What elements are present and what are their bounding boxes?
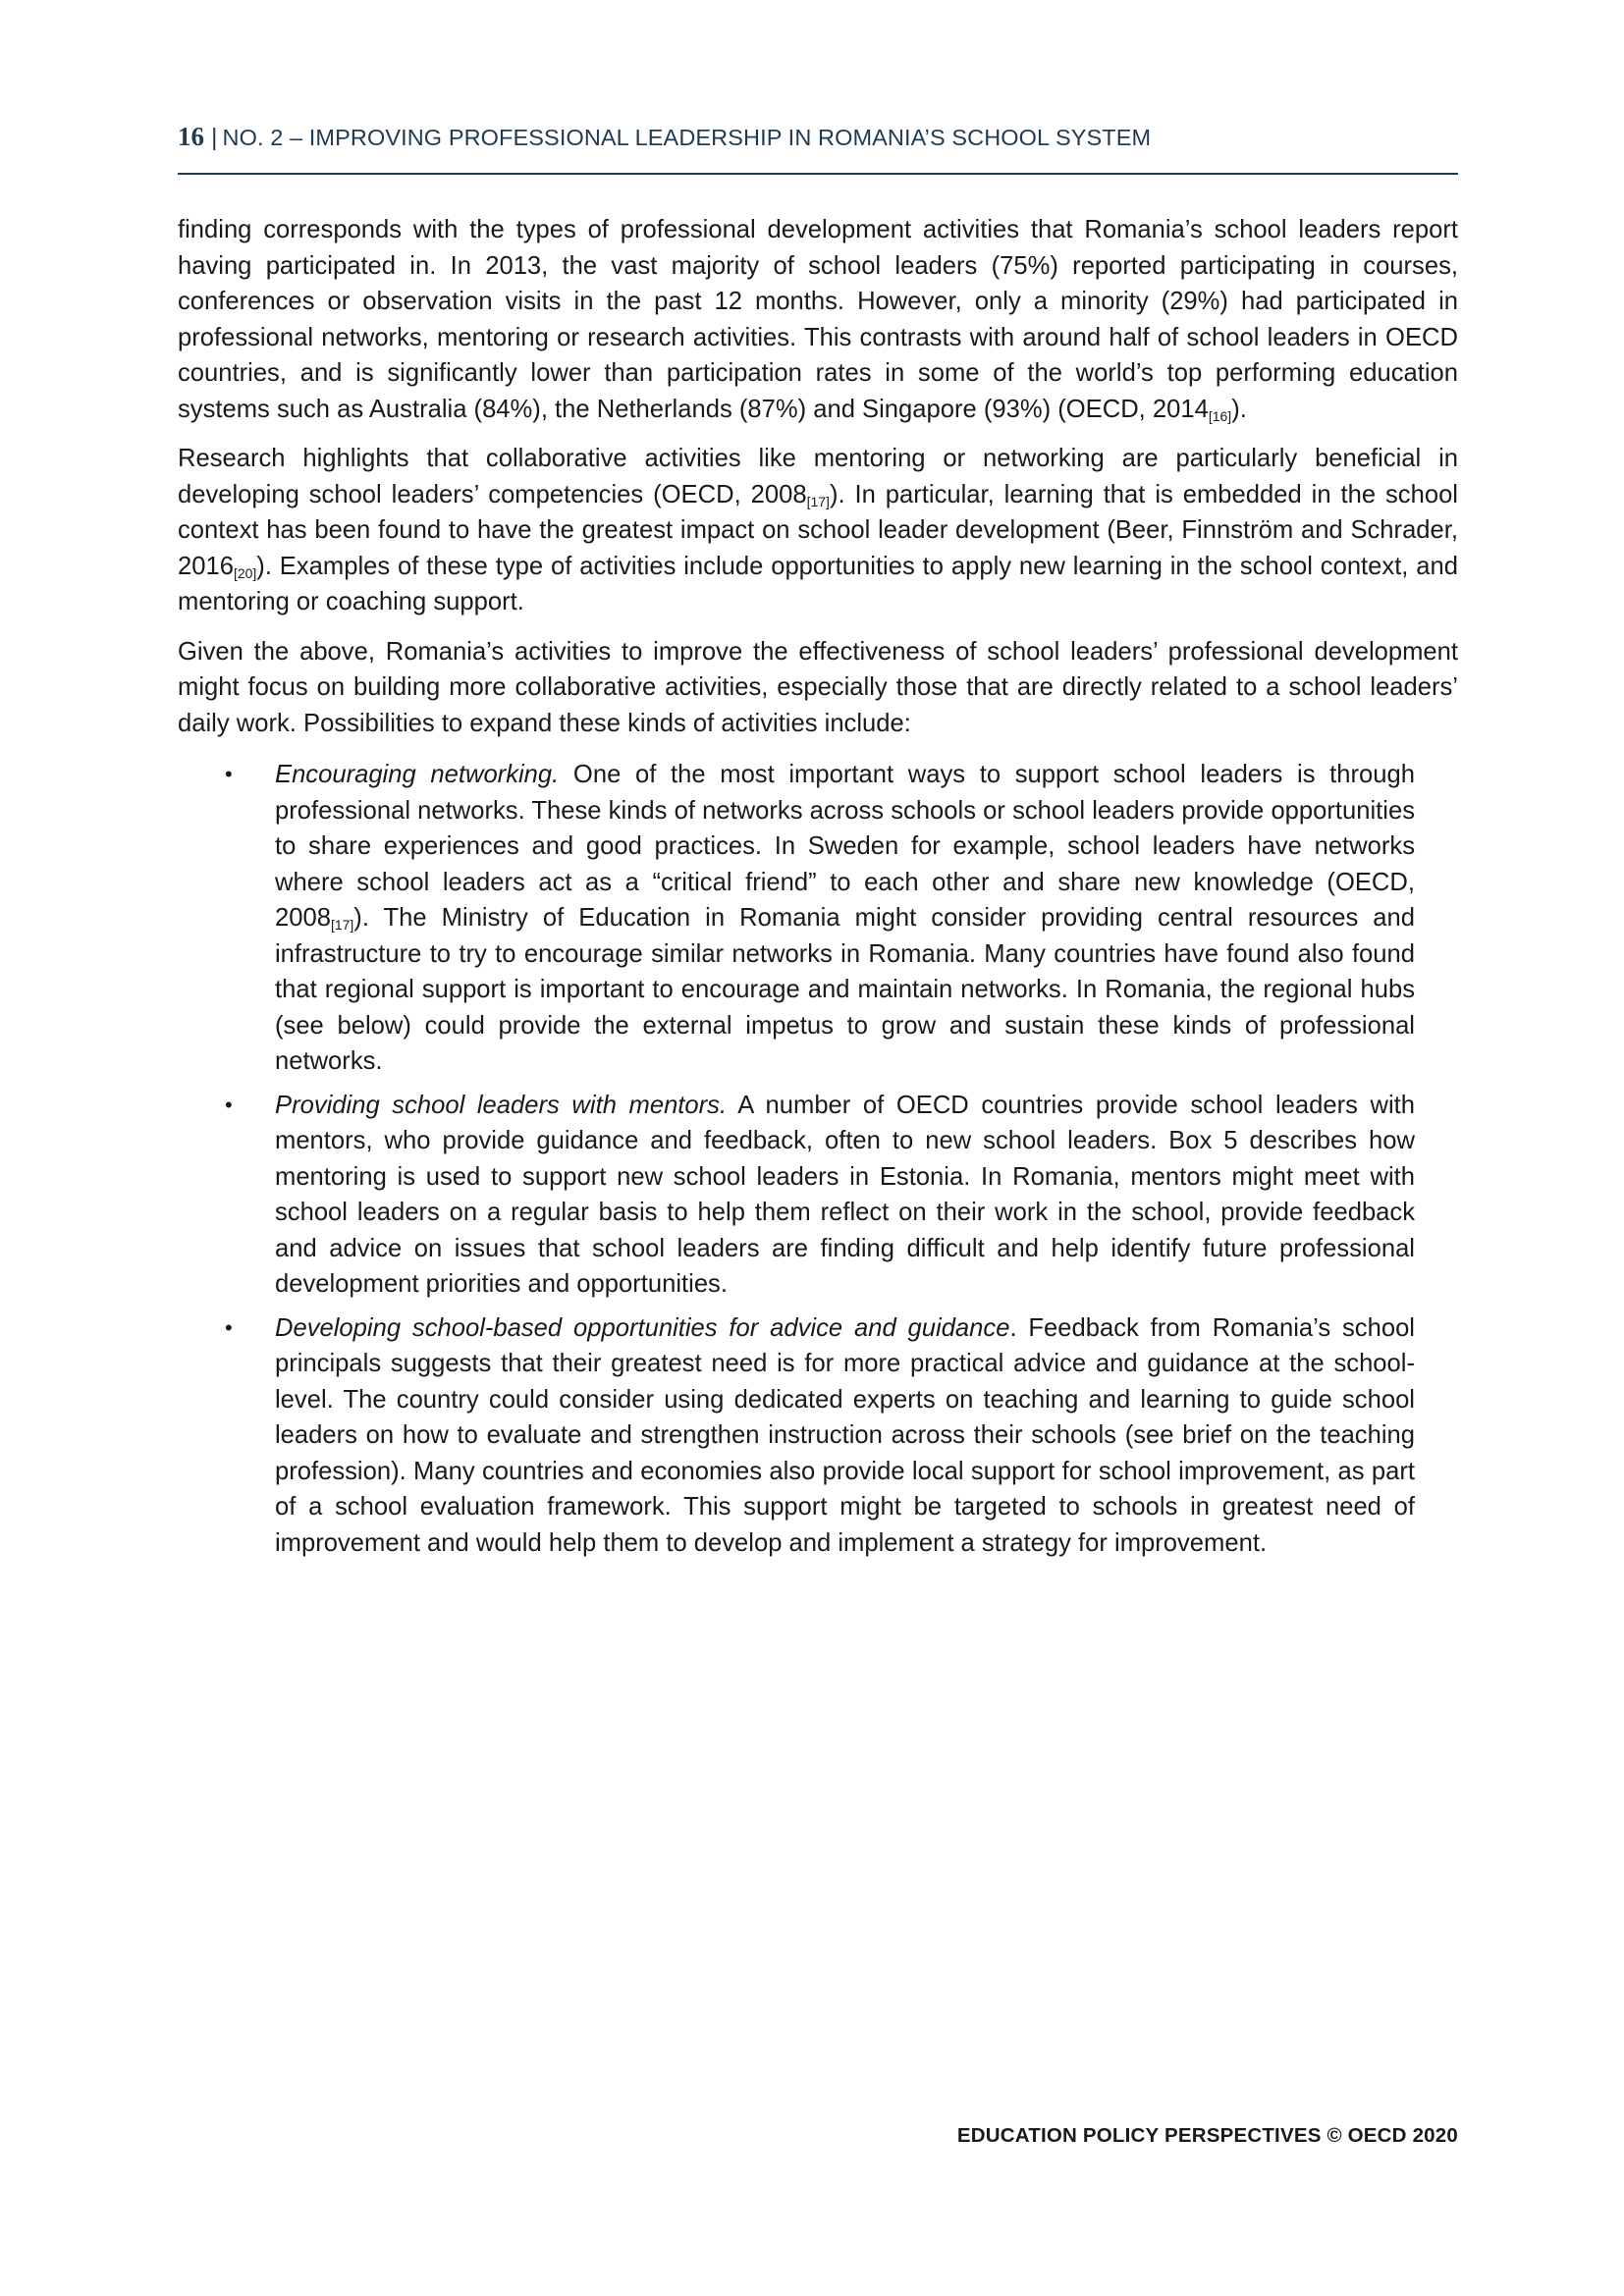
bullet-lead: Developing school-based opportunities for advice and guidance xyxy=(275,1313,1010,1342)
running-header xyxy=(178,122,1458,175)
paragraph-text: finding corresponds with the types of professional development activities that Romania’s school leaders report having participated in. In 2013, the vast majority of school leaders (75%) reported participating in courses, conferences or observation visits in the past 12 months. However, only a minority (29%) had participated in professional networks, mentoring or research activities. This contrasts with around half of school leaders in OECD countries, and is significantly lower than participation rates in some of the world’s top performing education systems such as Australia (84%), the Netherlands (87%) and Singapore (93%) (OECD, 2014 xyxy=(178,216,1458,423)
bullet-text: ). The Ministry of Education in Romania might consider providing central resources and infrastructure to try to encourage similar networks in Romania. Many countries have found also found that regional support is important to encourage and maintain networks. In Romania, the regional hubs (see below) could provide the external impetus to grow and sustain these kinds of professional networks. xyxy=(275,904,1415,1075)
bullet-icon: • xyxy=(225,762,233,786)
paragraph xyxy=(178,634,1458,742)
list-item xyxy=(178,1088,1415,1303)
bullet-text: One of the most important ways to support school leaders is through professional networks. These kinds of networks across schools or school leaders provide opportunities to share experiences and good practices. In Sweden for example, school leaders have networks where school leaders act as a “critical friend” to each other and share new knowledge (OECD, 2008 xyxy=(275,761,1415,932)
running-header-title: NO. 2 – IMPROVING PROFESSIONAL LEADERSHIP IN ROMANIA’S SCHOOL SYSTEM xyxy=(222,125,1152,150)
citation-reference: [17] xyxy=(330,917,354,933)
body-text xyxy=(178,212,1458,1569)
bullet-lead: Providing school leaders with mentors. xyxy=(275,1091,728,1119)
paragraph-text: ). xyxy=(1231,395,1247,423)
citation-reference: [20] xyxy=(233,564,257,581)
paragraph-text: Research highlights that collaborative activities like mentoring or networking are particularly beneficial in developing school leaders’ competencies (OECD, 2008 xyxy=(178,445,1458,508)
bullet-icon: • xyxy=(225,1314,233,1340)
paragraph-text: Given the above, Romania’s activities to improve the effectiveness of school leaders’ professional development might focus on building more collaborative activities, especially those that are directly related to a school leaders’ daily work. Possibilities to expand these kinds of activities include: xyxy=(178,637,1458,737)
bullet-text: A number of OECD countries provide school leaders with mentors, who provide guidance and feedback, often to new school leaders. Box 5 describes how mentoring is used to support new school leaders in Estonia. In Romania, mentors might meet with school leaders on a regular basis to help them reflect on their work in the school, provide feedback and advice on issues that school leaders are finding difficult and help identify future professional development priorities and opportunities. xyxy=(275,1091,1415,1298)
header-separator: | xyxy=(211,124,218,151)
bullet-icon: • xyxy=(225,1092,233,1117)
list-item xyxy=(178,1310,1415,1562)
page-footer: EDUCATION POLICY PERSPECTIVES © OECD 2020 xyxy=(956,2124,1458,2147)
bullet-list xyxy=(178,757,1458,1561)
list-item xyxy=(178,757,1415,1080)
paragraph-text: ). In particular, learning that is embedded in the school context has been found to have the greatest impact on school leader development (Beer, Finnström and Schrader, 2016 xyxy=(178,480,1458,580)
bullet-lead: Encouraging networking. xyxy=(275,761,560,788)
page-number: 16 xyxy=(178,122,204,151)
bullet-text: . Feedback from Romania’s school principals suggests that their greatest need is for more practical advice and guidance at the school-level. The country could consider using dedicated experts on teaching and learning to guide school leaders on how to evaluate and strengthen instruction across their schools (see brief on the teaching profession). Many countries and economies also provide local support for school improvement, as part of a school evaluation framework. This support might be targeted to schools in greatest need of improvement and would help them to develop and implement a strategy for improvement. xyxy=(275,1313,1415,1557)
citation-reference: [16] xyxy=(1208,407,1232,424)
citation-reference: [17] xyxy=(806,493,830,509)
paragraph xyxy=(178,441,1458,620)
paragraph xyxy=(178,212,1458,427)
paragraph-text: ). Examples of these type of activities include opportunities to apply new learning in the school context, and mentoring or coaching support. xyxy=(178,552,1458,615)
